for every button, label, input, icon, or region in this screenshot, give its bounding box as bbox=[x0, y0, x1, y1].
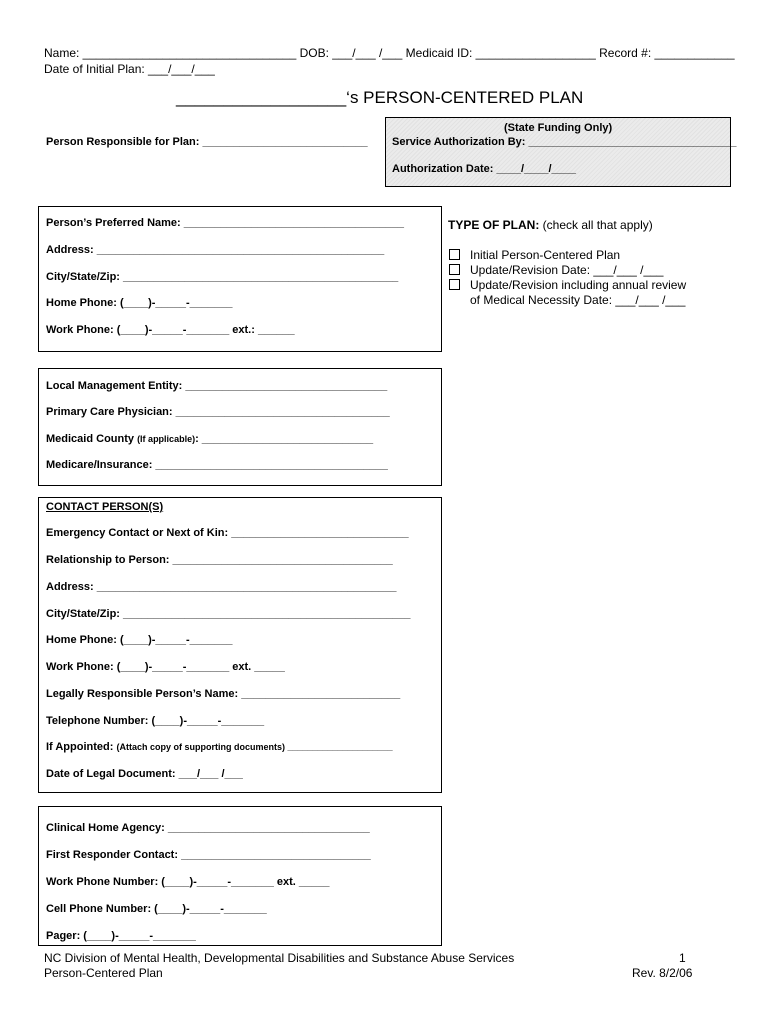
clinical-work-phone-field[interactable]: Work Phone Number: (____)-_____-_______ ext. _____ bbox=[46, 876, 330, 888]
medicaid-county-blank: : ____________________________ bbox=[195, 433, 374, 445]
medicaid-county-label: Medicaid County bbox=[46, 433, 138, 445]
clinical-pager-field[interactable]: Pager: (____)-_____-_______ bbox=[46, 930, 196, 942]
lme-field[interactable]: Local Management Entity: _________________________________ bbox=[46, 380, 388, 392]
clinical-cell-phone-field[interactable]: Cell Phone Number: (____)-_____-_______ bbox=[46, 903, 267, 915]
annual-review-checkbox[interactable] bbox=[449, 279, 460, 290]
initial-plan-option-label: Initial Person-Centered Plan bbox=[470, 248, 621, 262]
address-field[interactable]: Address: _______________________________________________ bbox=[46, 244, 385, 256]
contact-home-phone-field[interactable]: Home Phone: (____)-_____-_______ bbox=[46, 634, 233, 646]
page-title: __________________‘s PERSON-CENTERED PLAN bbox=[176, 88, 584, 107]
type-of-plan-heading bbox=[448, 218, 653, 232]
work-phone-field[interactable]: Work Phone: (____)-_____-_______ ext.: ______ bbox=[46, 324, 295, 336]
if-appointed-label: If Appointed: bbox=[46, 741, 117, 753]
contact-persons-box bbox=[38, 497, 442, 793]
contact-work-phone-field[interactable]: Work Phone: (____)-_____-_______ ext. _____ bbox=[46, 661, 285, 673]
service-authorization-field[interactable]: Service Authorization By: __________________________________ bbox=[392, 136, 737, 148]
clinical-home-box bbox=[38, 806, 442, 946]
telephone-number-field[interactable]: Telephone Number: (____)-_____-_______ bbox=[46, 715, 265, 727]
state-funding-box bbox=[385, 117, 737, 187]
footer-form-name: Person-Centered Plan bbox=[44, 966, 163, 980]
legal-document-date-field[interactable]: Date of Legal Document: ___/___ /___ bbox=[46, 768, 243, 780]
if-appointed-note: (Attach copy of supporting documents) _____________________ bbox=[116, 742, 393, 752]
insurance-field[interactable]: Medicare/Insurance: ______________________________________ bbox=[46, 459, 388, 471]
medical-necessity-date-field[interactable]: of Medical Necessity Date: ___/___ /___ bbox=[470, 293, 686, 307]
footer-revision: Rev. 8/2/06 bbox=[632, 966, 693, 980]
contact-address-field[interactable]: Address: _________________________________________________ bbox=[46, 581, 397, 593]
home-phone-field[interactable]: Home Phone: (____)-_____-_______ bbox=[46, 297, 233, 309]
legally-responsible-field[interactable]: Legally Responsible Person’s Name: __________________________ bbox=[46, 688, 401, 700]
authorization-date-field[interactable]: Authorization Date: ____/____/____ bbox=[392, 163, 577, 175]
management-box bbox=[38, 368, 442, 486]
type-of-plan-instruction: (check all that apply) bbox=[539, 218, 653, 232]
contact-persons-heading: CONTACT PERSON(S) bbox=[46, 501, 164, 513]
city-state-zip-field[interactable]: City/State/Zip: _____________________________________________ bbox=[46, 271, 399, 283]
state-funding-label: (State Funding Only) bbox=[504, 122, 613, 134]
footer-division: NC Division of Mental Health, Developmental Disabilities and Substance Abuse Services bbox=[44, 951, 515, 965]
pcp-field[interactable]: Primary Care Physician: ___________________________________ bbox=[46, 406, 390, 418]
footer-page-number: 1 bbox=[679, 951, 686, 965]
medicaid-county-note: (If applicable) bbox=[137, 434, 196, 444]
person-info-box bbox=[38, 206, 442, 352]
header-line-initial-plan-date: Date of Initial Plan: ___/___/___ bbox=[44, 62, 215, 76]
first-responder-field[interactable]: First Responder Contact: _______________________________ bbox=[46, 849, 371, 861]
update-revision-checkbox[interactable] bbox=[449, 264, 460, 275]
contact-city-field[interactable]: City/State/Zip: _______________________________________________ bbox=[46, 608, 411, 620]
type-of-plan-label: TYPE OF PLAN: bbox=[448, 218, 540, 232]
relationship-field[interactable]: Relationship to Person: ____________________________________ bbox=[46, 554, 393, 566]
annual-review-option-label: Update/Revision including annual review bbox=[470, 278, 687, 292]
emergency-contact-field[interactable]: Emergency Contact or Next of Kin: _____________________________ bbox=[46, 527, 409, 539]
medicaid-county-field[interactable] bbox=[46, 433, 373, 445]
update-revision-option-label: Update/Revision Date: ___/___ /___ bbox=[470, 263, 664, 277]
preferred-name-field[interactable]: Person’s Preferred Name: ____________________________________ bbox=[46, 217, 404, 229]
initial-plan-checkbox[interactable] bbox=[449, 249, 460, 260]
person-responsible-field[interactable]: Person Responsible for Plan: ___________________________ bbox=[46, 136, 368, 148]
header-line-name: Name: ________________________________ DOB: ___/___ /___ Medicaid ID: __________________ Record #: ____________ bbox=[44, 46, 735, 60]
if-appointed-field[interactable] bbox=[46, 741, 393, 753]
clinical-home-agency-field[interactable]: Clinical Home Agency: _________________________________ bbox=[46, 822, 370, 834]
